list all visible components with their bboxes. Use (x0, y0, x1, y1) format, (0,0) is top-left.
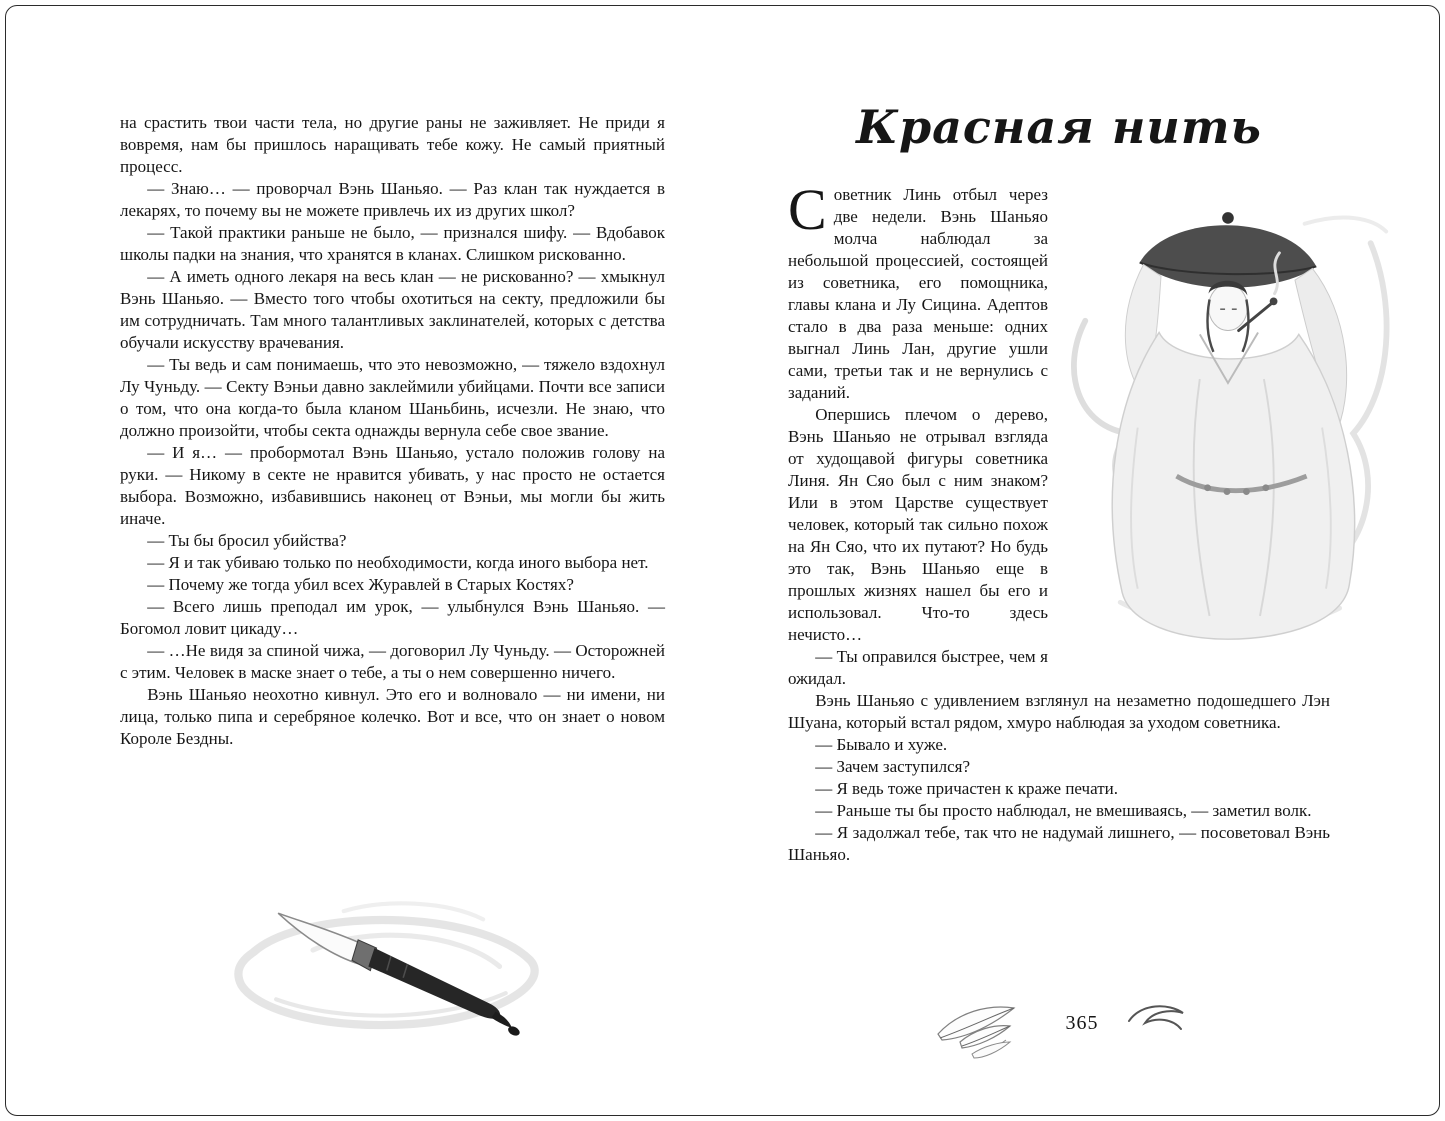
paragraph: — Я и так убиваю только по необходимости, когда иного выбора нет. (147, 553, 649, 572)
swirl-ornament (1125, 999, 1189, 1040)
right-page-text (788, 177, 1330, 866)
feather-ornament (930, 998, 1040, 1069)
paragraph: Вэнь Шаньяо неохотно кивнул. Это его и волновало — ни имени, ни лица, только пипа и серебряное колечко. Вот и все, что он знает о новом Короле Бездны. (120, 685, 665, 748)
paragraph: — И я… — пробормотал Вэнь Шаньяо, устало положив голову на руки. — Никому в секте не нравится убивать, у нас просто не остается выбора. Возможно, избавившись наконец от Вэньи, мы могли бы жить иначе. (120, 443, 665, 528)
paragraph: на срастить твои части тела, но другие раны не заживляет. Не приди я вовремя, нам бы пришлось наращивать тебе кожу. Не самый приятный процесс. (120, 113, 665, 176)
left-page-text (120, 112, 665, 750)
paragraph: — А иметь одного лекаря на весь клан — не рискованно? — хмыкнул Вэнь Шаньяо. — Вместо того чтобы охотиться на секту, предложили бы им сотрудничать. Там много талантливых заклинателей, которых с детства обучали искусству врачевания. (120, 267, 665, 352)
brush-illustration (190, 880, 600, 1055)
opening-text: оветник Линь отбыл через две недели. Вэнь Шаньяо молча наблюдал за небольшой процессией, состоящей из советника, его помощника, главы клана и Лу Сицина. Адептов стало в два раза меньше: одних выгнал Линь Лан, другие ушли сами, третьи так и не вернулись с заданий. (788, 185, 1048, 402)
paragraph: Опершись плечом о дерево, Вэнь Шаньяо не отрывал взгляда от худощавой фигуры советника Линя. Ян Сяо был с ним знаком? Или в этом Царстве существует человек, который так сильно похож на Ян Сяо, что их путают? Но будь это так, Вэнь Шаньяо еще в прошлых жизнях нашел бы его и использовал. Что-то здесь нечисто… (788, 405, 1048, 644)
paragraph: Вэнь Шаньяо с удивлением взглянул на незаметно подошедшего Лэн Шуана, который встал рядом, хмуро наблюдая за уходом советника. (788, 691, 1330, 732)
paragraph: — Зачем заступился? (815, 757, 971, 776)
paragraph: — Знаю… — проворчал Вэнь Шаньяо. — Раз клан так нуждается в лекарях, то почему вы не можете привлечь их из других школ? (120, 179, 665, 220)
paragraph: — Я задолжал тебе, так что не надумай лишнего, — посоветовал Вэнь Шаньяо. (788, 823, 1330, 864)
paragraph: — Ты ведь и сам понимаешь, что это невозможно, — тяжело вздохнул Лу Чуньду. — Секту Вэньи давно заклеймили убийцами. Почти все записи о том, что она когда-то была кланом Шаньбинь, исчезли. Не знаю, что должно произойти, чтобы секта однажды вернула себе свое звание. (120, 355, 665, 440)
right-page (788, 100, 1330, 1034)
paragraph: — Бывало и хуже. (815, 735, 948, 754)
conical-hat (1140, 212, 1317, 288)
page-number: 365 (1065, 1012, 1099, 1034)
paragraph: — …Не видя за спиной чижа, — договорил Лу Чуньду. — Осторожней с этим. Человек в маске знает о тебе, а ты о нем совершенно ничего. (120, 641, 665, 682)
left-page (120, 112, 665, 750)
robe (1112, 332, 1354, 639)
figure-illustration (1062, 178, 1392, 650)
page-footer (788, 988, 1330, 1059)
paragraph: — Всего лишь преподал им урок, — улыбнулся Вэнь Шаньяо. — Богомол ловит цикаду… (120, 597, 665, 638)
paragraph: — Почему же тогда убил всех Журавлей в Старых Костях? (147, 575, 574, 594)
chapter-title: Красная нить (856, 100, 1262, 154)
paragraph: — Я ведь тоже причастен к краже печати. (815, 779, 1118, 798)
paragraph: — Раньше ты бы просто наблюдал, не вмешиваясь, — заметил волк. (815, 801, 1312, 820)
paragraph: — Ты бы бросил убийства? (147, 531, 347, 550)
paragraph: — Ты оправился быстрее, чем я ожидал. (788, 647, 1048, 688)
face (1208, 281, 1249, 352)
paragraph: — Такой практики раньше не было, — признался шифу. — Вдобавок школы падки на знания, что хранятся в кланах. Слишком рискованно. (120, 223, 665, 264)
drop-cap: С (788, 177, 827, 242)
